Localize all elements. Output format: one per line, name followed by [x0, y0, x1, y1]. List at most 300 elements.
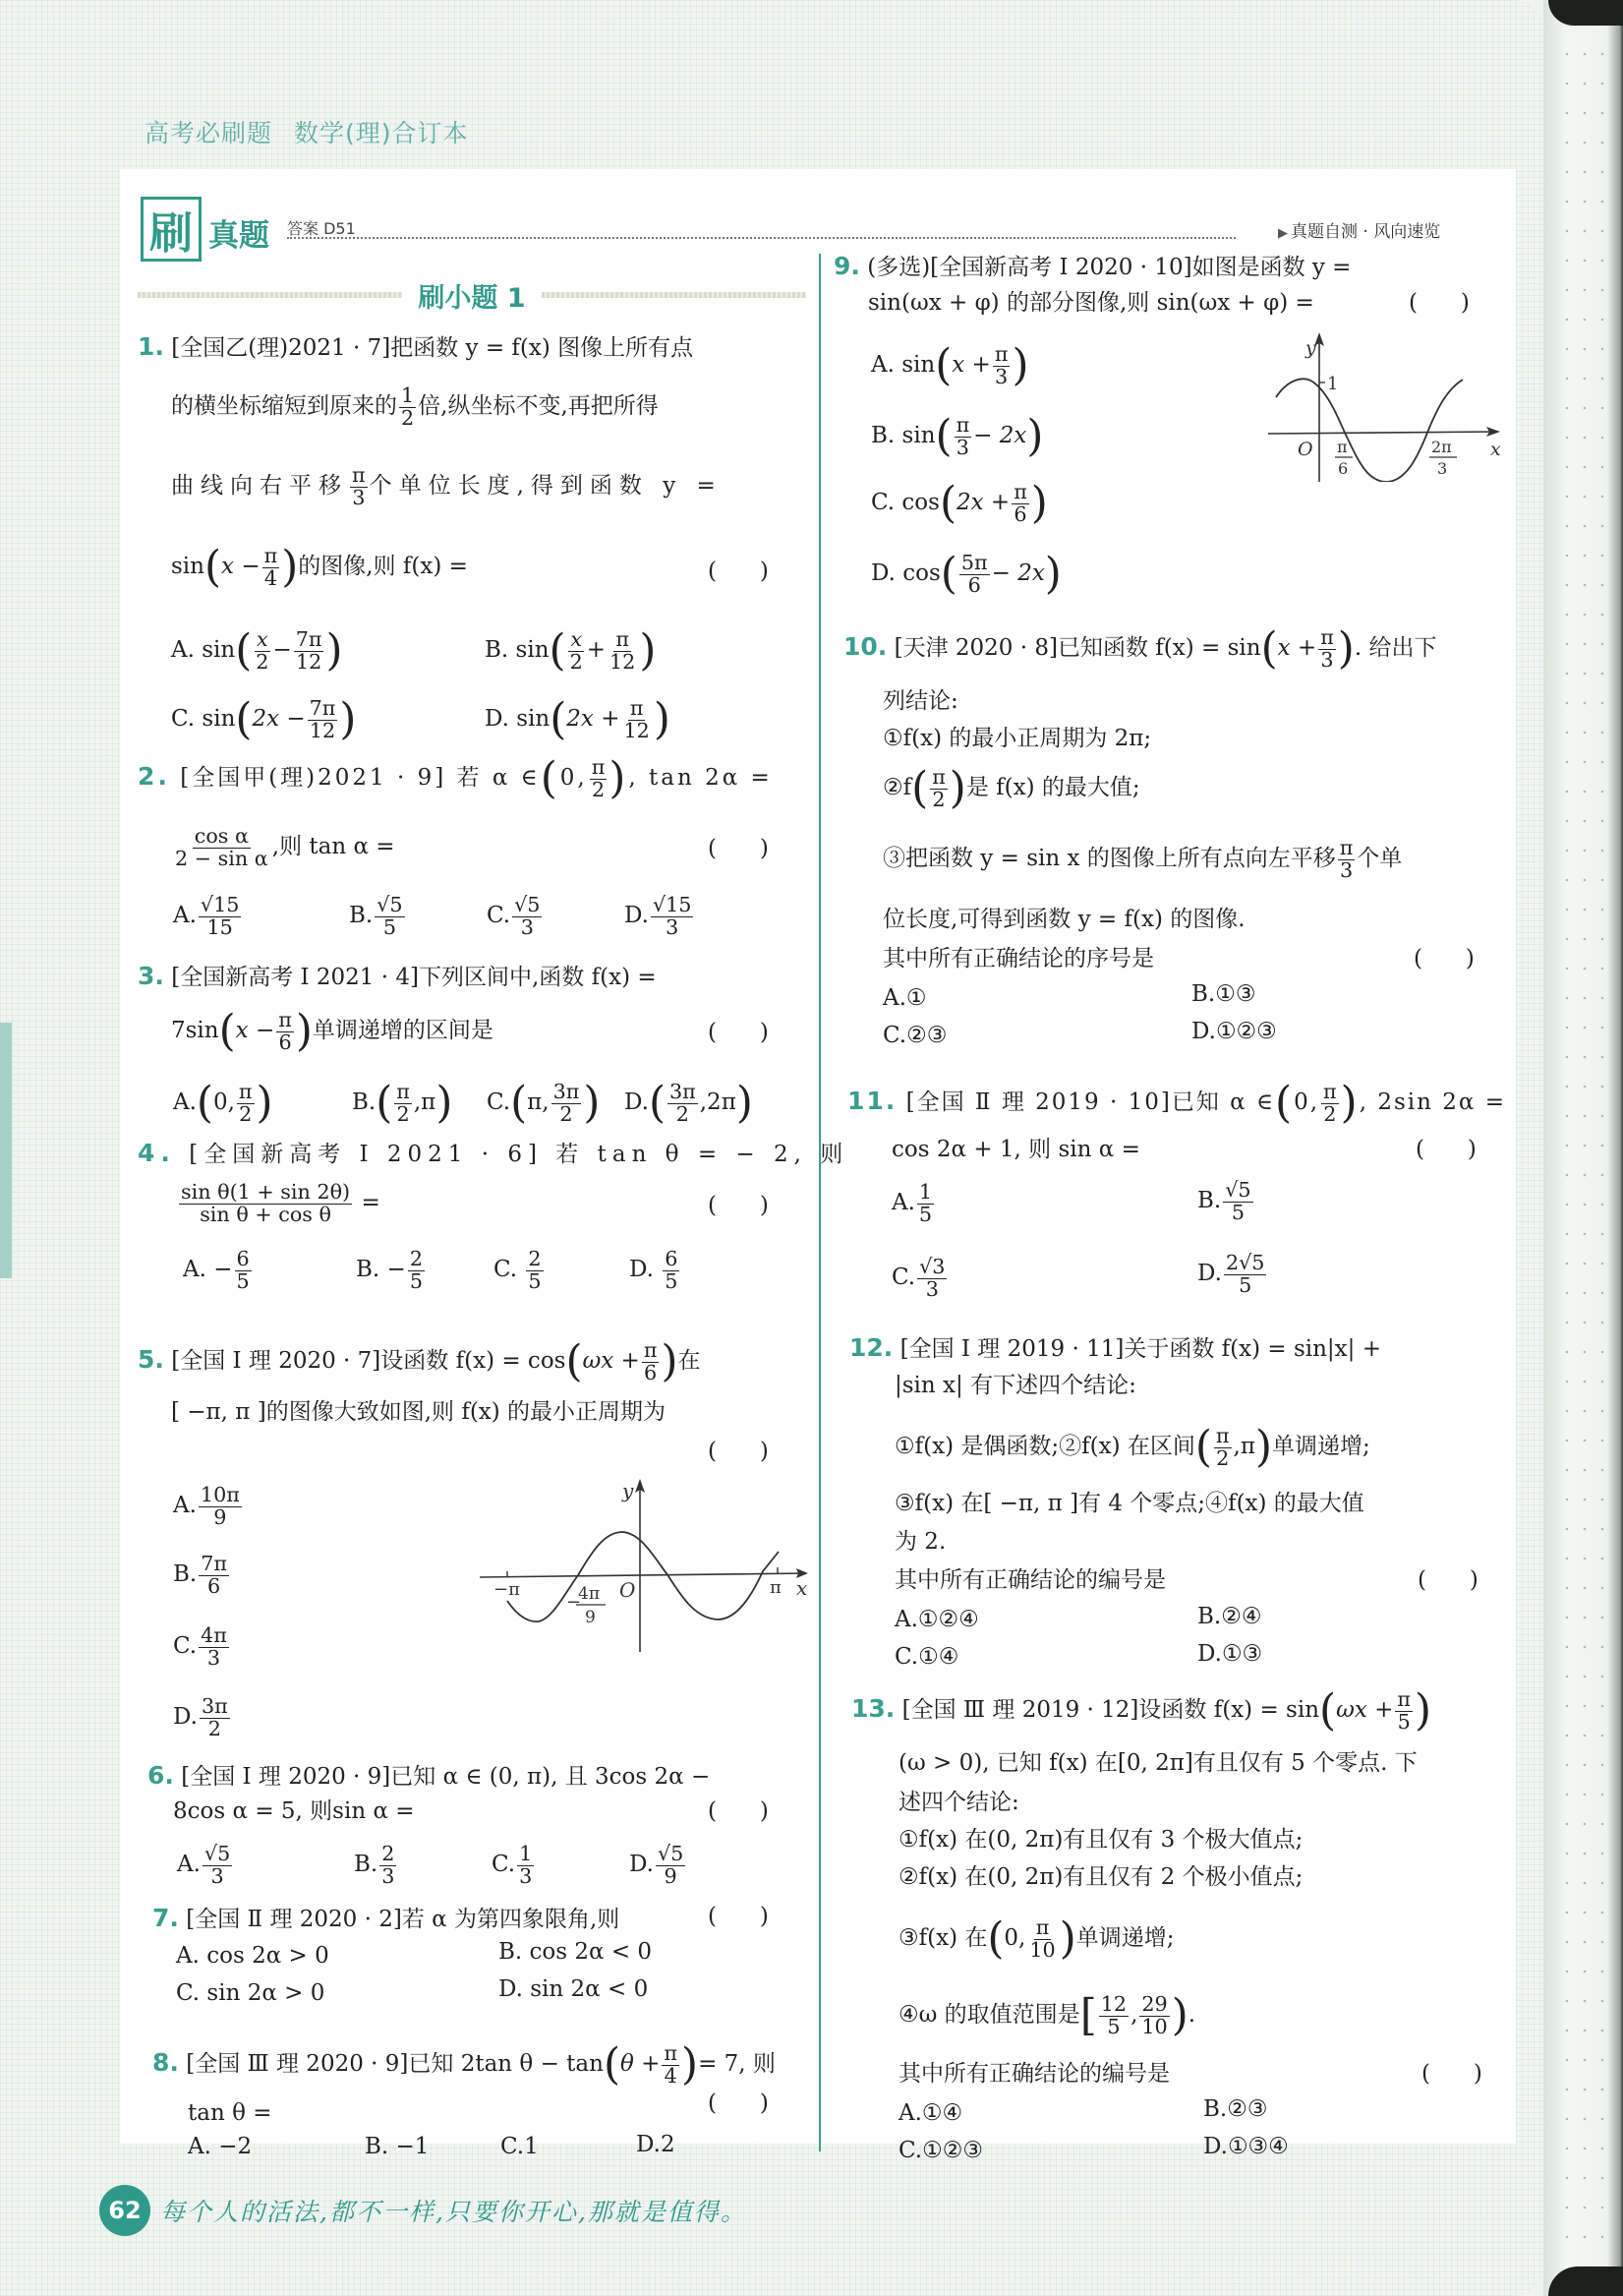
option-label: C.	[500, 2134, 525, 2159]
interval-left: 0,	[559, 765, 588, 792]
option-label: B.	[1197, 1188, 1222, 1214]
paren-open: (	[935, 410, 953, 461]
denominator: 5	[1239, 1272, 1252, 1297]
fraction	[1395, 1689, 1413, 1733]
option-label: A.	[171, 637, 195, 664]
fraction	[551, 1082, 582, 1125]
option-c[interactable]	[871, 477, 1048, 528]
answer-blank[interactable]: ( )	[1409, 290, 1470, 316]
option-a[interactable]	[898, 2102, 962, 2125]
option-d[interactable]	[624, 895, 695, 938]
denominator: 2 − sin α	[175, 846, 268, 870]
paren-close: )	[661, 1335, 678, 1386]
fraction	[1214, 1426, 1232, 1469]
option-label: A.	[173, 1089, 197, 1116]
option-label: C.	[487, 903, 511, 929]
question-ask: 其中所有正确结论的编号是	[895, 1567, 1166, 1593]
option-label: B.	[1197, 1604, 1222, 1629]
numerator: π	[238, 1080, 253, 1103]
fraction	[1012, 482, 1029, 525]
numerator: 3π	[201, 1694, 228, 1718]
option-c[interactable]	[176, 1982, 324, 2005]
numerator: π	[1320, 625, 1334, 649]
option-text: ①	[905, 985, 927, 1011]
option-a[interactable]	[171, 624, 343, 676]
option-d[interactable]	[498, 1978, 648, 2001]
option-label: D.	[629, 1852, 654, 1878]
question-text: (ω > 0), 已知 f(x) 在[0, 2π]有且仅有 5 个零点. 下	[898, 1750, 1418, 1776]
option-label: A.	[188, 2134, 211, 2159]
numerator: π	[396, 1080, 410, 1103]
tick-sign: −	[566, 1592, 582, 1613]
option-label: B.	[173, 1561, 198, 1588]
answer-blank[interactable]: ( )	[1414, 946, 1475, 971]
math-fn: sin	[901, 352, 936, 379]
paren-close: )	[681, 2038, 699, 2090]
fraction	[199, 1485, 242, 1528]
question-text: 关于函数 f(x) = sin|x| +	[1124, 1336, 1381, 1362]
origin-label: O	[619, 1578, 636, 1602]
question-text: 曲线向右平移	[171, 473, 348, 500]
paren-open: (	[935, 339, 953, 390]
question-10	[843, 619, 1512, 1062]
question-text: [ −π, π ]的图像大致如图,则 f(x) 的最小正周期为	[171, 1399, 667, 1425]
conclusion-2: ②f(x) 在(0, 2π)有且仅有 2 个极小值点;	[898, 1864, 1304, 1890]
paren-open: (	[911, 762, 929, 813]
question-text: 若 tan θ = − 2, 则	[555, 1142, 849, 1167]
denominator: 2	[239, 1101, 253, 1126]
fraction	[955, 415, 972, 458]
option-text: sin 2α < 0	[530, 1976, 649, 2002]
paren-close: )	[295, 1005, 313, 1056]
denominator: 3	[666, 914, 679, 939]
fraction	[379, 1844, 396, 1887]
question-1	[138, 332, 806, 744]
question-source: [全国 Ⅱ 理 2020 · 2]	[186, 1907, 402, 1932]
interval-right: ,π	[413, 1089, 436, 1116]
question-source: [全国乙(理)2021 · 7]	[171, 335, 391, 361]
option-a[interactable]	[871, 339, 1029, 390]
fraction	[375, 895, 404, 938]
fraction	[662, 2043, 679, 2087]
numerator: π	[591, 755, 606, 779]
fraction	[399, 385, 416, 429]
conclusion-3-cont: 位长度,可得到函数 y = f(x) 的图像.	[883, 907, 1246, 932]
numerator: 12	[1100, 1992, 1128, 2016]
option-b[interactable]	[356, 1249, 427, 1292]
paren-close: )	[735, 1077, 753, 1128]
denominator: 2	[396, 1101, 410, 1126]
denominator: 6	[1014, 501, 1027, 526]
question-source: [全国 Ⅲ 理 2019 · 12]	[901, 1697, 1139, 1724]
fraction	[394, 1082, 412, 1125]
numerator: π	[1014, 480, 1027, 503]
option-d[interactable]	[871, 548, 1062, 599]
conclusion-1: ①f(x) 在(0, 2π)有且仅有 3 个极大值点;	[898, 1827, 1304, 1853]
option-b[interactable]	[173, 1554, 231, 1597]
option-d[interactable]	[636, 2134, 675, 2156]
x-axis-label: x	[796, 1576, 808, 1600]
question-2	[138, 747, 806, 954]
option-text: ①③	[1215, 981, 1256, 1007]
question-4	[138, 1131, 849, 1308]
option-label: B.	[1203, 2096, 1228, 2122]
numerator: π	[615, 627, 629, 651]
paren-close: )	[1059, 1913, 1076, 1964]
denominator: 5	[528, 1268, 542, 1293]
bracket-open: [	[1079, 1989, 1097, 2040]
option-a[interactable]	[183, 1249, 254, 1292]
option-b[interactable]	[354, 1844, 398, 1887]
option-b[interactable]	[365, 2136, 429, 2158]
math-expr: 2x	[566, 706, 594, 733]
option-label: C.	[493, 1257, 518, 1283]
denominator: 2	[401, 405, 415, 430]
numerator: √5	[203, 1842, 231, 1865]
option-text: ②③	[906, 1023, 948, 1048]
numerator: π	[1397, 1687, 1411, 1711]
y-axis-label: y	[1305, 337, 1316, 359]
option-a[interactable]	[895, 1609, 979, 1631]
paren-close: )	[281, 541, 299, 592]
option-d[interactable]	[629, 1844, 687, 1887]
math-fn: sin	[516, 706, 551, 733]
option-a[interactable]	[177, 1844, 234, 1887]
denominator: 12	[295, 649, 322, 674]
answer-blank[interactable]: ( )	[708, 1439, 769, 1464]
option-d[interactable]	[1197, 1253, 1268, 1296]
denominator: 9	[664, 1863, 677, 1888]
denominator: 3	[210, 1863, 224, 1888]
paren-close: )	[1254, 1421, 1272, 1472]
paren-close: )	[583, 1077, 601, 1128]
numerator: π	[1035, 1915, 1050, 1939]
fraction	[930, 767, 948, 810]
paren-open: (	[218, 1005, 236, 1056]
option-text: ①③	[1221, 1641, 1263, 1667]
question-number: 6.	[147, 1761, 174, 1790]
denominator: 5	[1107, 2014, 1121, 2038]
numerator: 4π	[201, 1623, 227, 1647]
math-expr: ωx +	[1336, 1697, 1394, 1724]
paren-open: (	[1275, 1077, 1295, 1128]
math-expr: x +	[952, 352, 991, 379]
question-number: 8.	[152, 2048, 179, 2078]
answer-blank[interactable]: ( )	[708, 1020, 769, 1045]
option-d[interactable]	[1191, 1021, 1277, 1043]
option-label: D.	[1197, 1261, 1222, 1287]
option-label: A.	[176, 1943, 200, 1969]
fraction	[667, 1082, 698, 1125]
option-label: C.	[492, 1852, 516, 1878]
numerator: π	[932, 765, 946, 789]
fraction	[1139, 1994, 1169, 2037]
conclusion-2	[883, 762, 1140, 813]
paren-open: (	[648, 1077, 666, 1128]
paren-open: (	[196, 1077, 213, 1128]
brand-logo	[141, 197, 202, 262]
fraction	[294, 629, 324, 673]
option-d[interactable]	[1197, 1643, 1262, 1666]
option-label: C.	[171, 706, 196, 733]
option-d[interactable]	[1203, 2136, 1289, 2158]
conclusion-1	[895, 1421, 1370, 1472]
numerator: π	[1215, 1424, 1230, 1447]
paren-open: (	[376, 1077, 393, 1128]
denominator: 5	[236, 1268, 250, 1293]
option-label: A.	[173, 1493, 197, 1519]
fraction	[199, 1625, 229, 1669]
question-source: [天津 2020 · 8]	[894, 635, 1058, 662]
question-text: 若 α ∈	[456, 765, 541, 792]
question-text: 若 α 为第四象限角,则	[401, 1907, 620, 1932]
option-text: ①④	[921, 2100, 963, 2126]
dotted-rule	[287, 237, 1236, 239]
paren-open: (	[235, 693, 253, 744]
option-label: D.	[636, 2132, 661, 2157]
fraction	[512, 895, 542, 938]
option-d[interactable]	[173, 1696, 232, 1739]
math-expr: x +	[1277, 635, 1317, 662]
numerator: 2√5	[1225, 1251, 1265, 1274]
fraction	[917, 1182, 934, 1225]
numerator: 2	[409, 1247, 423, 1270]
option-a[interactable]	[173, 1077, 273, 1128]
option-b[interactable]	[485, 624, 657, 676]
fraction	[1321, 1082, 1339, 1125]
numerator: cos α	[194, 824, 249, 848]
denominator: 5	[1397, 1709, 1411, 1734]
option-text: ①③④	[1227, 2134, 1289, 2159]
denominator: 10	[1141, 2014, 1168, 2038]
option-c[interactable]	[500, 2136, 539, 2158]
option-b[interactable]	[352, 1077, 453, 1128]
fraction	[1223, 1180, 1252, 1223]
math-fn: sin	[202, 637, 236, 664]
question-number: 12.	[849, 1333, 894, 1362]
question-13	[851, 1681, 1520, 2163]
answer-blank[interactable]: ( )	[708, 2090, 769, 2116]
denominator: 3	[206, 1645, 221, 1670]
question-ask: 其中所有正确结论的序号是	[883, 946, 1154, 971]
option-d[interactable]	[624, 1077, 753, 1128]
question-8	[152, 2035, 821, 2163]
question-text: 已知函数 f(x) = sin	[1057, 635, 1261, 662]
option-c[interactable]	[487, 895, 544, 938]
option-b[interactable]	[1203, 2098, 1267, 2121]
option-b[interactable]	[871, 410, 1044, 461]
numerator: 10π	[200, 1483, 240, 1506]
question-5-graph	[472, 1465, 826, 1662]
fraction	[959, 553, 990, 596]
denominator: 9	[213, 1504, 227, 1529]
option-b[interactable]	[349, 895, 407, 938]
answer-reference: 答案 D51	[287, 219, 356, 238]
option-a[interactable]	[173, 895, 243, 938]
option-c[interactable]	[892, 1257, 949, 1300]
question-source: [全国新高考 Ⅰ 2021 · 4]	[171, 965, 419, 990]
question-text: 列结论:	[883, 688, 958, 714]
option-label: D.	[624, 1089, 649, 1116]
option-c[interactable]	[895, 1646, 958, 1669]
numerator: 6	[665, 1247, 678, 1270]
denominator: 5	[409, 1268, 423, 1293]
option-label: A.	[892, 1190, 915, 1216]
sign: −	[213, 1257, 233, 1283]
option-label: B.	[349, 903, 374, 929]
option-d[interactable]	[485, 693, 670, 744]
tick1-denominator: 6	[1338, 459, 1349, 478]
math-expr: 2x +	[956, 490, 1011, 516]
denominator: 3	[1339, 857, 1354, 882]
option-b[interactable]	[1197, 1180, 1255, 1223]
numerator: 1	[519, 1842, 533, 1865]
fraction	[179, 1182, 352, 1225]
numerator: √15	[200, 893, 240, 916]
answer-blank[interactable]: ( )	[708, 1904, 769, 1929]
answer-blank[interactable]: ( )	[708, 836, 769, 861]
numerator: 2	[381, 1842, 395, 1865]
fraction	[656, 1844, 685, 1887]
option-label: D.	[173, 1704, 198, 1731]
option-label: C.	[176, 1980, 201, 2006]
question-text: 如图是函数 y =	[1191, 255, 1352, 280]
option-text: ①②③	[1215, 1019, 1277, 1044]
math-fn: cos	[902, 560, 941, 587]
numerator: 6	[236, 1247, 250, 1270]
question-text: 述四个结论:	[898, 1790, 1019, 1815]
paren-open: (	[1260, 622, 1278, 674]
question-text: 在	[677, 1348, 701, 1375]
option-c[interactable]	[487, 1077, 601, 1128]
x-axis-label: x	[1490, 439, 1501, 460]
origin-label: O	[1298, 439, 1313, 460]
option-b[interactable]	[1191, 983, 1255, 1006]
option-b[interactable]	[498, 1941, 652, 1964]
fraction	[235, 1249, 252, 1292]
interval-right: ,2π	[699, 1089, 736, 1116]
question-text: , tan 2α =	[628, 765, 773, 792]
spine-shadow-top	[1548, 0, 1623, 26]
question-number: 9.	[834, 252, 860, 280]
option-label: B.	[1191, 981, 1216, 1007]
paren-close: )	[1030, 477, 1048, 528]
option-label: D.	[629, 1257, 654, 1283]
numerator: 1	[918, 1180, 933, 1204]
numerator: 7π	[201, 1552, 227, 1575]
denominator: 5	[918, 1202, 933, 1226]
option-c[interactable]	[898, 2140, 983, 2162]
section-tagline	[1278, 217, 1440, 242]
answer-blank[interactable]: ( )	[1416, 1137, 1477, 1162]
numerator: 7π	[295, 627, 322, 651]
fraction	[173, 826, 270, 869]
answer-blank[interactable]: ( )	[708, 1193, 769, 1218]
option-a[interactable]	[188, 2136, 252, 2158]
brand-char: 刷	[149, 208, 193, 259]
answer-blank[interactable]: ( )	[1418, 1567, 1478, 1593]
numerator: 7π	[309, 696, 336, 720]
math-expr: θ +	[619, 2051, 661, 2078]
option-label: C.	[871, 490, 896, 516]
option-label: A.	[173, 903, 197, 929]
option-label: A.	[883, 985, 906, 1011]
conclusion-3: 为 2.	[895, 1529, 947, 1555]
fraction	[262, 546, 280, 589]
numerator: √15	[652, 893, 692, 916]
question-source: [全国甲(理)2021 · 9]	[180, 765, 447, 792]
option-b[interactable]	[1197, 1606, 1261, 1628]
option-a[interactable]	[176, 1945, 329, 1968]
answer-blank[interactable]: ( )	[1421, 2061, 1482, 2087]
interval-left: π,	[527, 1089, 550, 1116]
option-label: C.	[883, 1023, 907, 1048]
numerator: 2	[528, 1247, 542, 1270]
question-text: tan θ =	[188, 2100, 272, 2126]
denominator: 3	[381, 1863, 395, 1888]
option-label: D.	[498, 1976, 523, 2002]
option-a[interactable]	[892, 1182, 936, 1225]
paren-open: (	[235, 624, 253, 676]
fraction	[642, 1340, 660, 1383]
paren-open: (	[550, 693, 567, 744]
operator: −	[286, 706, 306, 733]
question-number: 1.	[138, 332, 164, 361]
denominator: 12	[609, 649, 636, 674]
tick1-numerator: π	[1337, 438, 1348, 456]
option-a[interactable]	[883, 987, 927, 1010]
paren-open: (	[1319, 1684, 1337, 1736]
option-a[interactable]	[173, 1485, 244, 1528]
question-text: 单调递增的区间是	[312, 1018, 493, 1044]
fraction	[1338, 838, 1356, 881]
numerator: 3π	[668, 1080, 696, 1103]
option-c[interactable]	[173, 1625, 231, 1669]
fraction	[199, 1554, 229, 1597]
answer-blank[interactable]: ( )	[708, 1798, 769, 1824]
option-c[interactable]	[171, 693, 357, 744]
option-c[interactable]	[883, 1025, 947, 1047]
question-text: 已知 α ∈ (0, π), 且 3cos 2α −	[390, 1764, 711, 1790]
numerator: √3	[919, 1255, 946, 1278]
paren-close: )	[339, 693, 357, 744]
question-text: . 给出下	[1354, 635, 1437, 662]
paren-open: (	[565, 1335, 583, 1386]
paren-close: )	[949, 762, 966, 813]
question-9-graph	[1268, 324, 1514, 482]
fraction	[200, 1696, 230, 1739]
math-fn: sin	[515, 637, 550, 664]
fraction	[308, 698, 338, 741]
fraction	[590, 757, 608, 800]
question-text: 个单	[1357, 846, 1403, 872]
option-label: B.	[485, 637, 509, 664]
option-d[interactable]	[629, 1249, 681, 1292]
option-c[interactable]	[492, 1844, 536, 1887]
question-text: 8cos α = 5, 则sin α =	[173, 1798, 415, 1824]
subsection-header	[138, 275, 806, 315]
math-expr: x −	[221, 554, 261, 580]
question-source: [全国 Ⅰ 理 2020 · 9]	[181, 1764, 391, 1790]
numerator: sin θ(1 + sin 2θ)	[181, 1180, 351, 1204]
option-label: A.	[183, 1257, 206, 1283]
option-c[interactable]	[493, 1249, 546, 1292]
page-number-badge	[99, 2185, 150, 2236]
answer-blank[interactable]: ( )	[708, 559, 769, 584]
question-11	[847, 1074, 1516, 1320]
option-label: B.	[356, 1257, 380, 1283]
book-subject: 数学(理)合订本	[294, 119, 469, 147]
